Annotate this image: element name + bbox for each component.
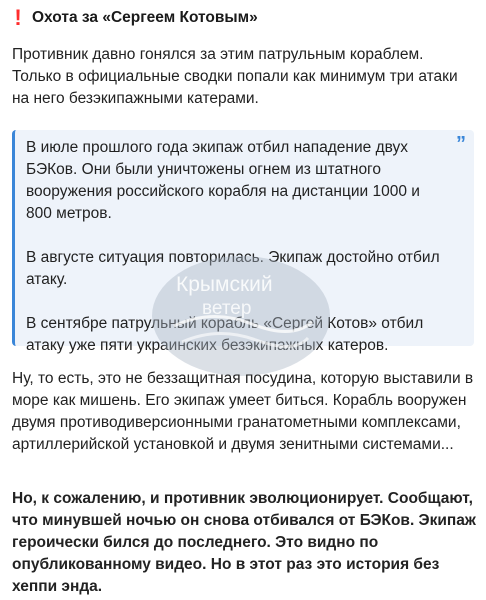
watermark-line-1: Крымский <box>176 273 273 296</box>
intro-paragraph: Противник давно гонялся за этим патрульным кораблем. Только в официальные сводки попали как минимум три атаки на него безэкипажными катерами. <box>12 46 458 107</box>
post-header <box>12 6 474 30</box>
quote-icon: ” <box>456 133 466 155</box>
blockquote <box>12 130 474 354</box>
blockquote-text <box>26 137 446 379</box>
analysis-paragraph: Ну, то есть, это не беззащитная посудина, которую выставили в море как мишень. Его экипаж умеет биться. Корабль вооружен двумя противодиверсионными гранатометными комплексами, артиллерийской установкой и двумя зенитными системами... <box>12 370 474 453</box>
quote-paragraph: В июле прошлого года экипаж отбил нападение двух БЭКов. Они были уничтожены огнем из штатного вооружения российского корабля на дистанции 1000 и 800 метров. <box>26 139 420 222</box>
conclusion-paragraph: Но, к сожалению, и противник эволюционирует. Сообщают, что минувшей ночью он снова отбивался от БЭКов. Экипаж героически бился до последнего. Это видно по опубликованному видео. Но в этот раз это история без хеппи энда. <box>12 490 476 595</box>
exclamation-icon: ! <box>14 5 22 30</box>
quote-paragraph: В августе ситуация повторилась. Экипаж достойно отбил атаку. <box>26 249 440 288</box>
post-title: Охота за «Сергеем Котовым» <box>32 9 258 26</box>
watermark-line-2: ветер <box>202 298 252 319</box>
quote-paragraph: В сентябре патрульный корабль «Сергей Котов» отбил атаку уже пяти украинских безэкипажных катеров. <box>26 315 424 354</box>
